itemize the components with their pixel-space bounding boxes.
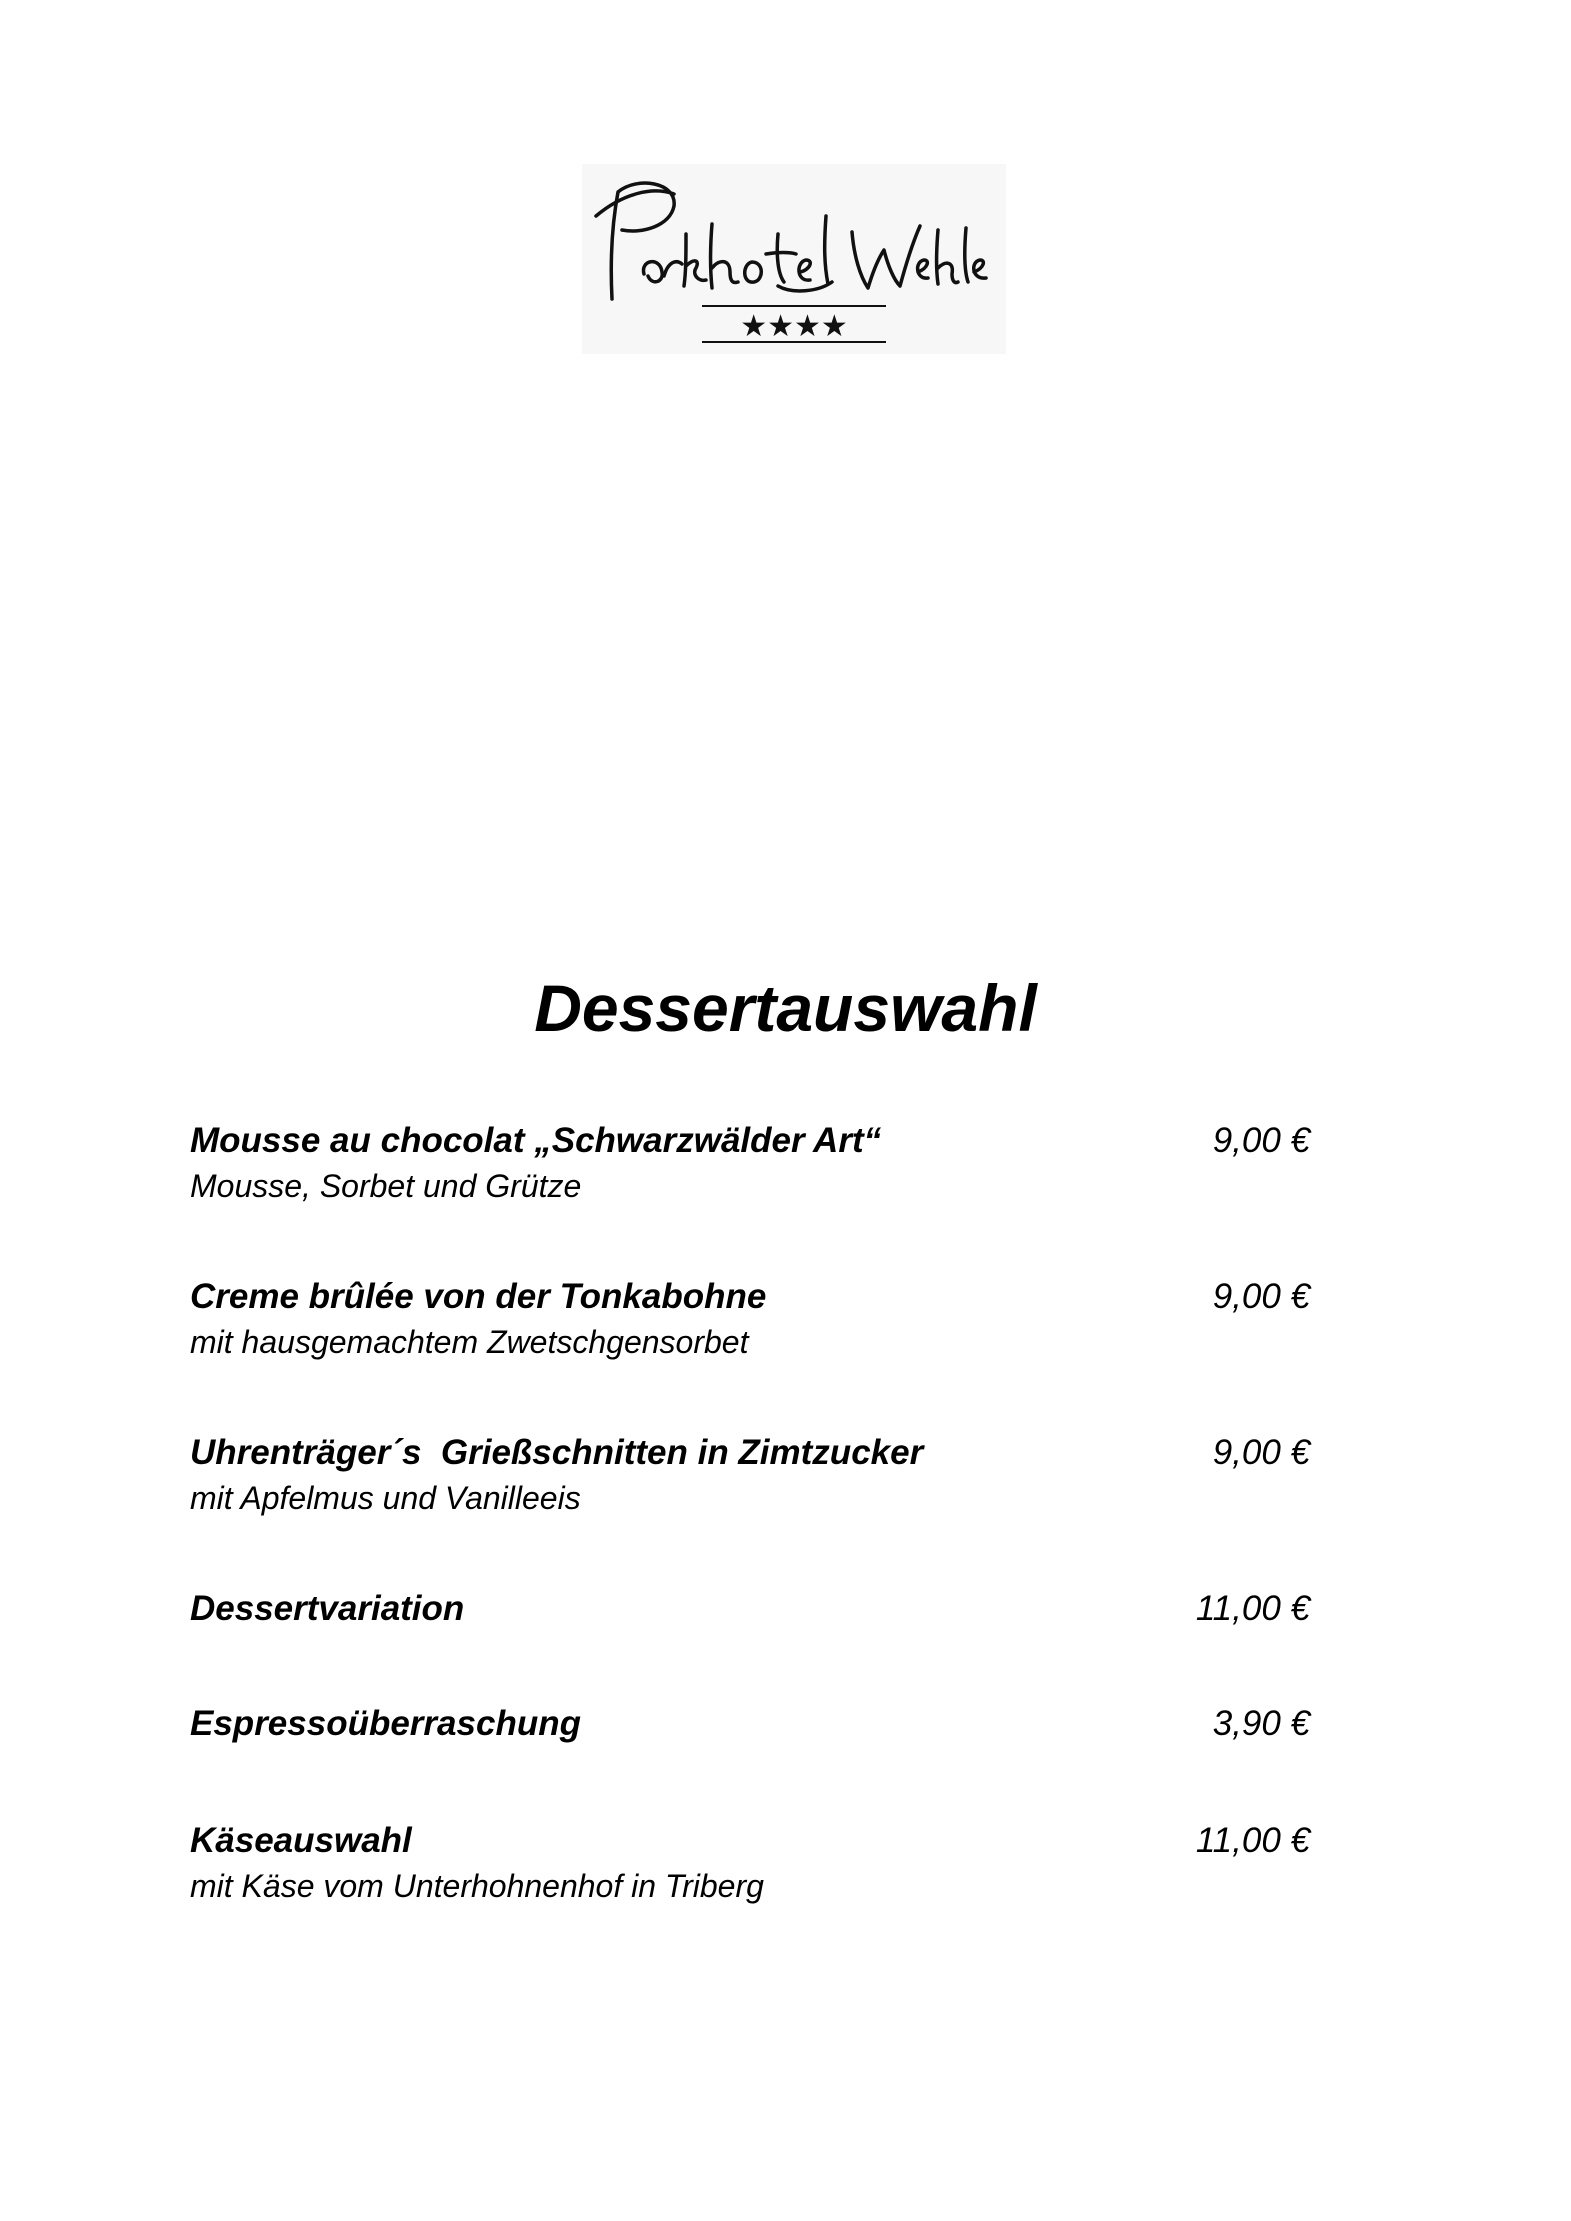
menu-item-description: mit Käse vom Unterhohnenhof in Triberg [190, 1868, 764, 1904]
menu-item [190, 1584, 1310, 1634]
menu-item [190, 1428, 1310, 1518]
menu-item-name: Käseauswahl [190, 1821, 412, 1860]
hotel-logo [582, 164, 1006, 354]
menu-item-description: mit Apfelmus und Vanilleeis [190, 1480, 581, 1516]
menu-item [190, 1272, 1310, 1362]
signature-logo-icon [582, 164, 1006, 354]
menu-item-price: 9,00 € [1212, 1277, 1310, 1316]
menu-item-name: Creme brûlée von der Tonkabohne [190, 1277, 767, 1316]
menu-item [190, 1699, 1310, 1749]
menu-item-name: Mousse au chocolat „Schwarzwälder Art“ [190, 1121, 882, 1160]
logo-stars: ★★★★ [740, 309, 848, 344]
menu-item-name: Uhrenträger´s Grießschnitten in Zimtzucker [190, 1433, 924, 1472]
menu-item-price: 11,00 € [1195, 1821, 1310, 1860]
menu-item-price: 11,00 € [1195, 1589, 1310, 1628]
menu-item-name: Espressoüberraschung [190, 1704, 581, 1743]
menu-item-description: Mousse, Sorbet und Grütze [190, 1168, 582, 1204]
menu-item [190, 1116, 1310, 1206]
menu-item-price: 9,00 € [1212, 1433, 1310, 1472]
menu-item-description: mit hausgemachtem Zwetschgensorbet [190, 1324, 749, 1360]
menu-item-price: 9,00 € [1212, 1121, 1310, 1160]
menu-item [190, 1816, 1310, 1906]
menu-item-name: Dessertvariation [190, 1589, 465, 1628]
menu-item-price: 3,90 € [1212, 1704, 1310, 1743]
page-title: Dessertauswahl [534, 971, 1037, 1045]
dessert-menu [190, 1116, 1310, 1916]
